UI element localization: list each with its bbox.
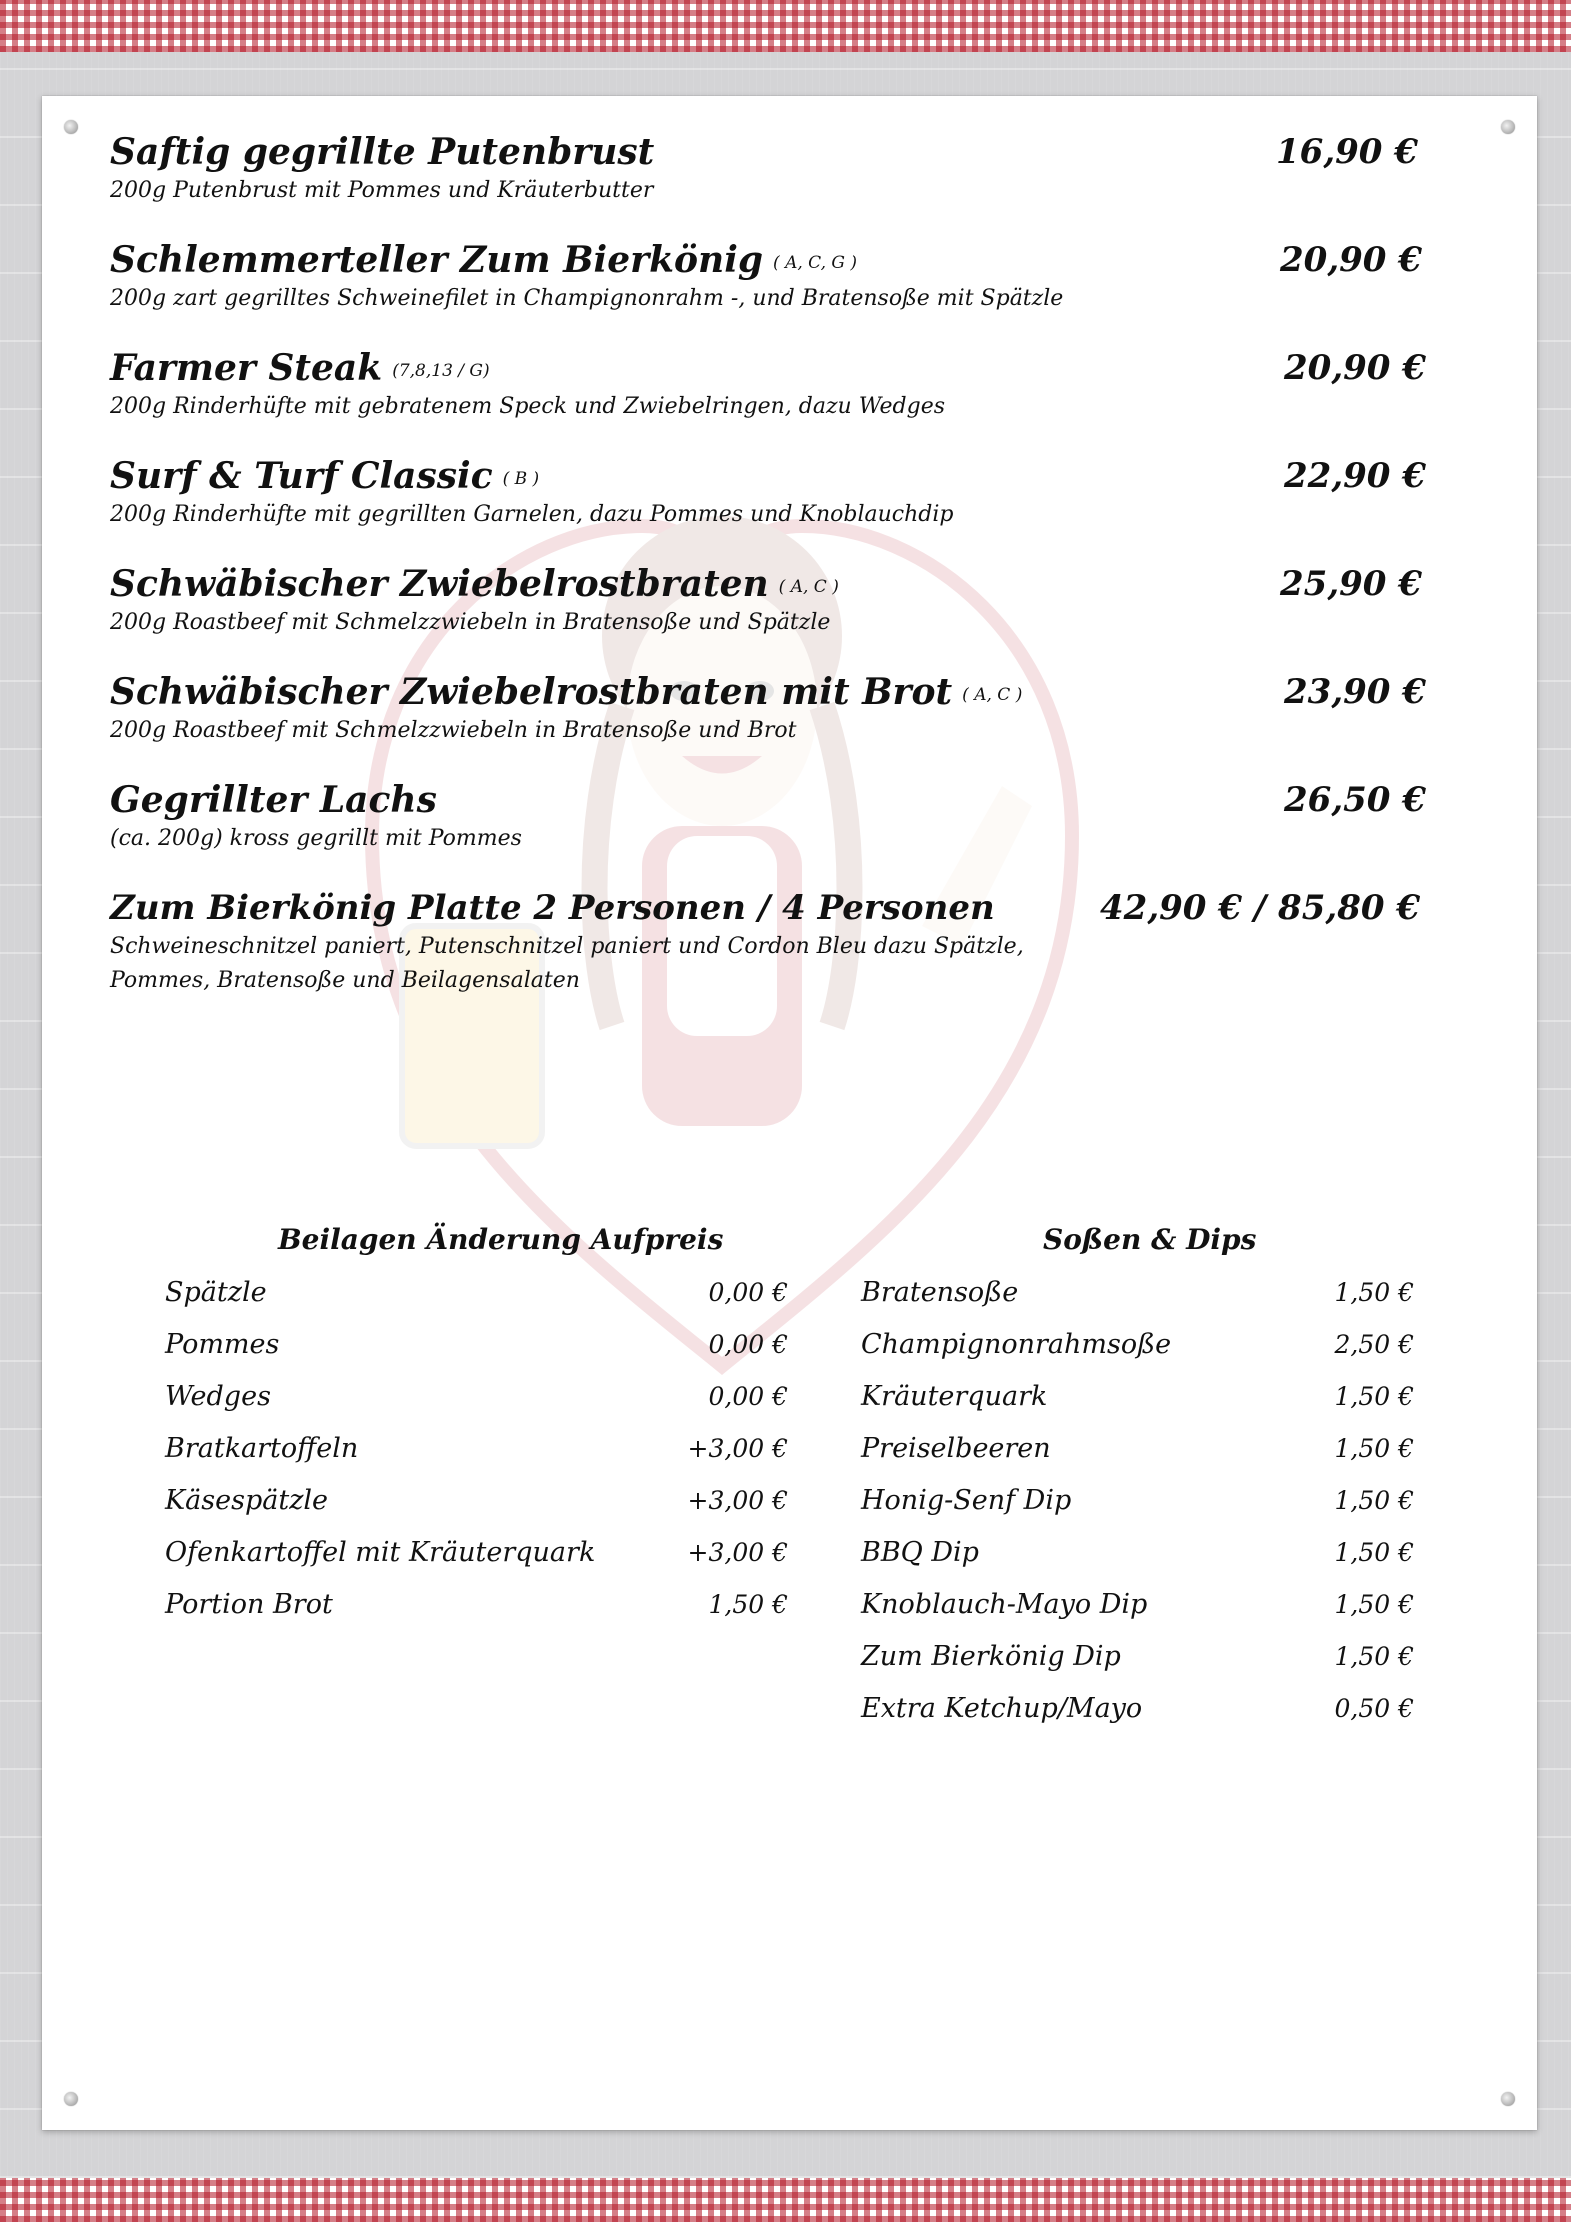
sides-heading: Beilagen Änderung Aufpreis — [278, 1223, 724, 1256]
sauce-item-price: 1,50 € — [1334, 1486, 1414, 1515]
dish-price: 23,90 € — [1284, 672, 1426, 712]
sauce-item-label: BBQ Dip — [861, 1537, 979, 1568]
dish-name: Schwäbischer Zwiebelrostbraten ( A, C ) — [110, 563, 839, 605]
side-item-label: Spätzle — [165, 1277, 267, 1308]
dish-description: 200g Roastbeef mit Schmelzzwiebeln in Bratensoße und Brot — [110, 718, 797, 743]
dish-price: 42,90 € / 85,80 € — [1100, 888, 1421, 928]
dish-name: Saftig gegrillte Putenbrust — [110, 131, 655, 173]
dish-description: 200g Roastbeef mit Schmelzzwiebeln in Bratensoße und Spätzle — [110, 610, 831, 635]
side-item-label: Wedges — [165, 1381, 271, 1412]
sauce-item — [861, 1689, 1414, 1729]
dish-allergens: ( A, C ) — [778, 577, 839, 597]
sauce-item — [861, 1325, 1414, 1365]
dish-allergens: ( B ) — [502, 469, 540, 489]
sauce-item-price: 1,50 € — [1334, 1382, 1414, 1411]
dish-price: 20,90 € — [1280, 240, 1422, 280]
sauce-item-label: Honig-Senf Dip — [861, 1485, 1072, 1516]
pin-icon — [1501, 2092, 1515, 2106]
side-item-price: 0,00 € — [708, 1330, 788, 1359]
side-item-price: +3,00 € — [687, 1486, 788, 1515]
sauce-item-price: 2,50 € — [1334, 1330, 1414, 1359]
side-item-price: 0,00 € — [708, 1278, 788, 1307]
sauce-item-price: 1,50 € — [1334, 1590, 1414, 1619]
sauce-item-label: Preiselbeeren — [861, 1433, 1051, 1464]
pin-icon — [64, 2092, 78, 2106]
sauce-item-price: 1,50 € — [1334, 1642, 1414, 1671]
sauce-item-label: Champignonrahmsoße — [861, 1329, 1172, 1360]
dish-description: 200g zart gegrilltes Schweinefilet in Champignonrahm -, und Bratensoße mit Spätzle — [110, 286, 1064, 311]
side-item-price: +3,00 € — [687, 1538, 788, 1567]
side-item-price: 0,00 € — [708, 1382, 788, 1411]
dish-allergens: (7,8,13 / G) — [392, 361, 490, 381]
gingham-border-bottom — [0, 2178, 1571, 2222]
dish-description: (ca. 200g) kross gegrillt mit Pommes — [110, 826, 522, 851]
sauce-item-label: Zum Bierkönig Dip — [861, 1641, 1121, 1672]
side-item-label: Pommes — [165, 1329, 280, 1360]
dish-name: Farmer Steak (7,8,13 / G) — [110, 347, 490, 389]
dish-name: Zum Bierkönig Platte 2 Personen / 4 Personen — [110, 888, 995, 928]
side-item-price: 1,50 € — [708, 1590, 788, 1619]
sauce-item — [861, 1273, 1414, 1313]
dish-description: 200g Putenbrust mit Pommes und Kräuterbutter — [110, 178, 654, 203]
sauce-item-label: Kräuterquark — [861, 1381, 1048, 1412]
side-item-label: Käsespätzle — [165, 1485, 329, 1516]
side-item — [165, 1533, 788, 1573]
dish-name: Surf & Turf Classic ( B ) — [110, 455, 540, 497]
dish-price: 16,90 € — [1276, 132, 1418, 172]
sauce-item-price: 0,50 € — [1334, 1694, 1414, 1723]
dish-price: 26,50 € — [1284, 780, 1426, 820]
dish-allergens: ( A, C ) — [962, 685, 1023, 705]
sauce-item — [861, 1429, 1414, 1469]
side-item — [165, 1377, 788, 1417]
side-item — [165, 1585, 788, 1625]
side-item — [165, 1273, 788, 1313]
dish-price: 25,90 € — [1280, 564, 1422, 604]
pin-icon — [64, 120, 78, 134]
gingham-border-top — [0, 0, 1571, 52]
side-item-label: Ofenkartoffel mit Kräuterquark — [165, 1537, 596, 1568]
side-item-price: +3,00 € — [687, 1434, 788, 1463]
sauce-item — [861, 1637, 1414, 1677]
dish-name: Schlemmerteller Zum Bierkönig ( A, C, G ) — [110, 239, 857, 281]
side-item-label: Portion Brot — [165, 1589, 333, 1620]
side-item — [165, 1429, 788, 1469]
dish-allergens: ( A, C, G ) — [773, 253, 857, 273]
sauce-item — [861, 1481, 1414, 1521]
side-item-label: Bratkartoffeln — [165, 1433, 359, 1464]
side-item — [165, 1481, 788, 1521]
dish-price: 20,90 € — [1284, 348, 1426, 388]
side-item — [165, 1325, 788, 1365]
sauce-item-label: Knoblauch-Mayo Dip — [861, 1589, 1148, 1620]
dish-price: 22,90 € — [1284, 456, 1426, 496]
sauce-item-price: 1,50 € — [1334, 1538, 1414, 1567]
sauce-item-label: Bratensoße — [861, 1277, 1019, 1308]
pin-icon — [1501, 120, 1515, 134]
dish-description: Schweineschnitzel paniert, Putenschnitzel paniert und Cordon Bleu dazu Spätzle, Pommes, Bratensoße und Beilagensalaten — [110, 934, 1024, 993]
sauce-item-price: 1,50 € — [1334, 1278, 1414, 1307]
dish-name: Gegrillter Lachs — [110, 779, 437, 821]
sauce-item — [861, 1585, 1414, 1625]
sauces-heading: Soßen & Dips — [1043, 1223, 1257, 1256]
dish-name: Schwäbischer Zwiebelrostbraten mit Brot ( A, C ) — [110, 671, 1023, 713]
dish-description: 200g Rinderhüfte mit gegrillten Garnelen, dazu Pommes und Knoblauchdip — [110, 502, 954, 527]
sauce-item-price: 1,50 € — [1334, 1434, 1414, 1463]
sauce-item-label: Extra Ketchup/Mayo — [861, 1693, 1143, 1724]
dish-description: 200g Rinderhüfte mit gebratenem Speck und Zwiebelringen, dazu Wedges — [110, 394, 946, 419]
sauce-item — [861, 1533, 1414, 1573]
sauce-item — [861, 1377, 1414, 1417]
